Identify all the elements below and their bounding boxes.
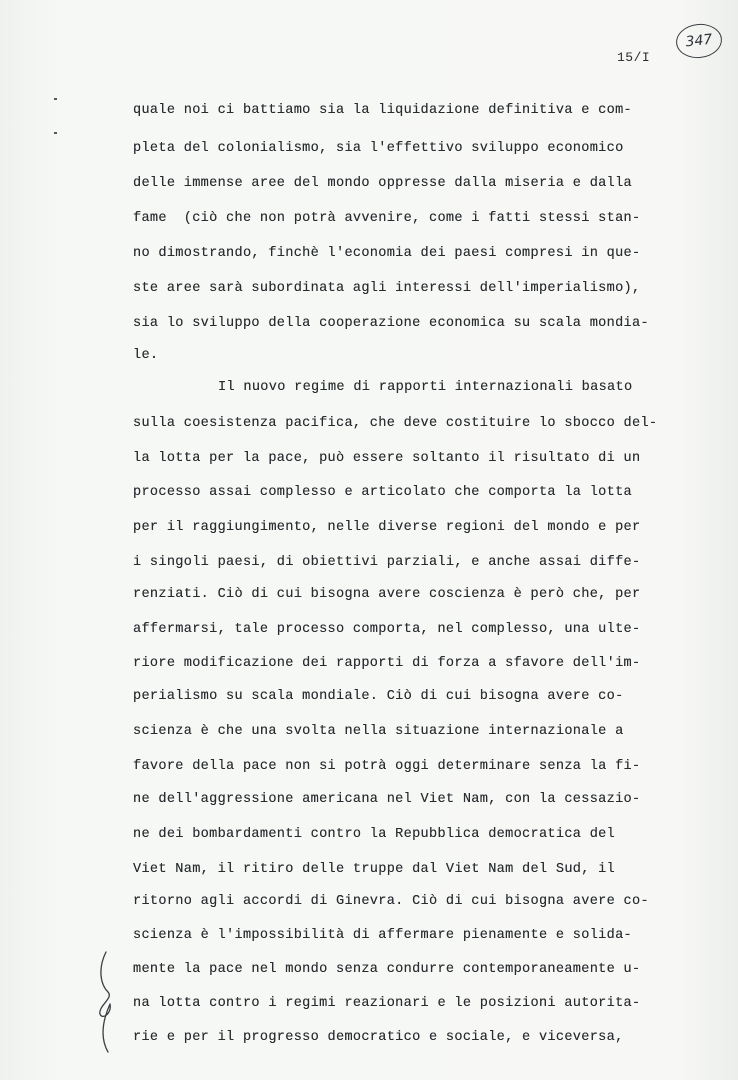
text-line: i singoli paesi, di obiettivi parziali, e anche assai diffe- <box>133 555 641 570</box>
margin-mark <box>54 132 57 134</box>
text-line: per il raggiungimento, nelle diverse regioni del mondo e per <box>133 520 641 535</box>
text-line: renziati. Ciò di cui bisogna avere coscienza è però che, per <box>133 587 641 602</box>
page-number: 15/I <box>617 50 651 65</box>
text-line: scienza è che una svolta nella situazione internazionale a <box>133 724 624 739</box>
text-line: perialismo su scala mondiale. Ciò di cui bisogna avere co- <box>133 689 624 704</box>
text-line: rie e per il progresso democratico e sociale, e viceversa, <box>133 1030 624 1045</box>
text-line: riore modificazione dei rapporti di forza a sfavore dell'im- <box>133 656 641 671</box>
text-line: la lotta per la pace, può essere soltanto il risultato di un <box>133 451 641 466</box>
text-line: affermarsi, tale processo comporta, nel complesso, una ulte- <box>133 622 641 637</box>
margin-mark <box>54 98 57 100</box>
text-line: ne dell'aggressione americana nel Viet Nam, con la cessazio- <box>133 792 641 807</box>
text-line: sia lo sviluppo della cooperazione economica su scala mondia- <box>133 316 649 331</box>
text-line: ste aree sarà subordinata agli interessi dell'imperialismo), <box>133 281 641 296</box>
text-line: processo assai complesso e articolato che comporta la lotta <box>133 485 632 500</box>
margin-bracket-mark <box>92 948 122 1058</box>
text-line: fame (ciò che non potrà avvenire, come i fatti stessi stan- <box>133 211 641 226</box>
text-line: favore della pace non si potrà oggi determinare senza la fi- <box>133 759 641 774</box>
text-line: scienza è l'impossibilità di affermare pienamente e solida- <box>133 928 632 943</box>
text-line: le. <box>133 348 159 363</box>
text-line: pleta del colonialismo, sia l'effettivo sviluppo economico <box>133 141 624 156</box>
text-line: delle immense aree del mondo oppresse dalla miseria e dalla <box>133 176 632 191</box>
text-line: na lotta contro i regimi reazionari e le posizioni autorita- <box>133 996 641 1011</box>
text-line: Il nuovo regime di rapporti internazionali basato <box>218 380 633 395</box>
text-line: Viet Nam, il ritiro delle truppe dal Viet Nam del Sud, il <box>133 862 616 877</box>
text-line: quale noi ci battiamo sia la liquidazione definitiva e com- <box>133 103 632 118</box>
text-line: sulla coesistenza pacifica, che deve costituire lo sbocco del- <box>133 416 658 431</box>
text-line: ritorno agli accordi di Ginevra. Ciò di cui bisogna avere co- <box>133 894 649 909</box>
archive-number-stamp: 347 <box>674 22 723 61</box>
text-line: no dimostrando, finchè l'economia dei paesi compresi in que- <box>133 246 641 261</box>
text-line: ne dei bombardamenti contro la Repubblica democratica del <box>133 827 616 842</box>
text-line: mente la pace nel mondo senza condurre contemporaneamente u- <box>133 962 641 977</box>
